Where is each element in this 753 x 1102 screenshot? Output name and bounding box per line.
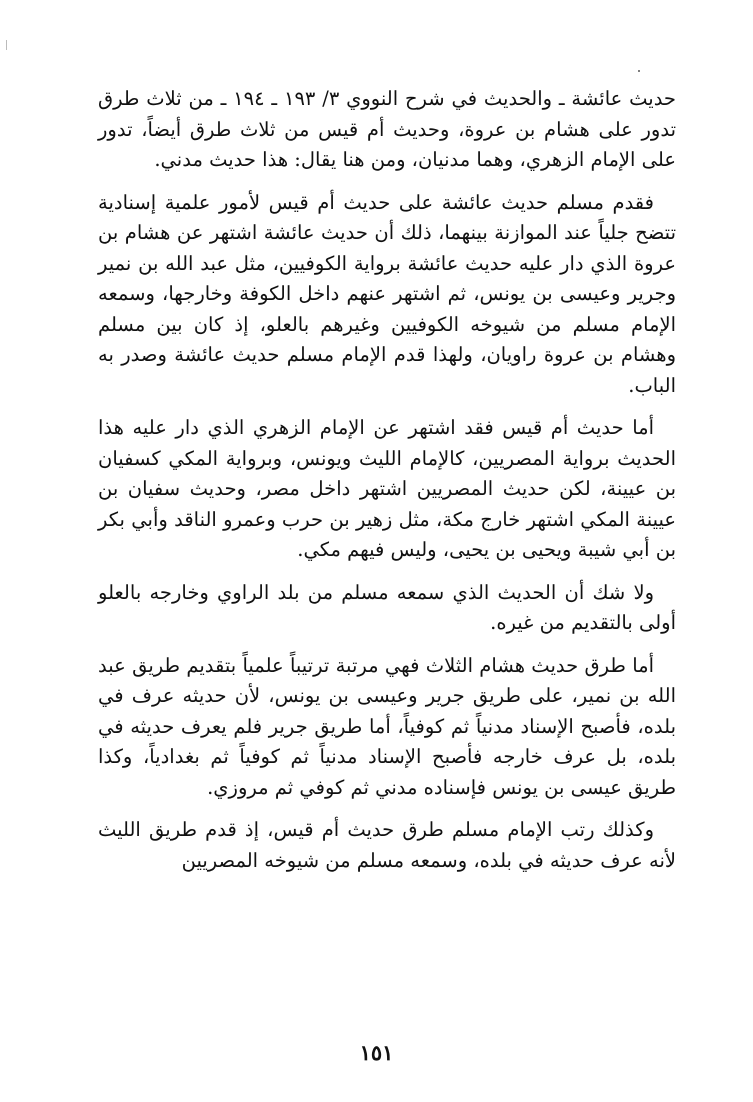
- paragraph-1: حديث عائشة ـ والحديث في شرح النووي ٣/ ١٩٣ ـ ١٩٤ ـ من ثلاث طرق تدور على هشام بن عروة، وحديث أم قيس من ثلاث طرق أيضاً، تدور على الإمام الزهري، وهما مدنيان، ومن هنا يقال: هذا حديث مدني.: [98, 87, 676, 171]
- paragraph-4: ولا شك أن الحديث الذي سمعه مسلم من بلد الراوي وخارجه بالعلو أولى بالتقديم من غيره.: [98, 580, 676, 634]
- margin-mark: [6, 40, 7, 50]
- page-number: ١٥١: [359, 1040, 394, 1065]
- paragraph-6: وكذلك رتب الإمام مسلم طرق حديث أم قيس، إذ قدم طريق الليث لأنه عرف حديثه في بلده، وسمعه مسلم من شيوخه المصريين: [98, 818, 676, 872]
- body-text: [98, 84, 676, 888]
- paragraph-2: فقدم مسلم حديث عائشة على حديث أم قيس لأمور علمية إسنادية تتضح جلياً عند الموازنة بينهما، ذلك أن حديث عائشة اشتهر عن هشام بن عروة الذي دار عليه حديث عائشة برواية الكوفيين، مثل عبد الله بن نمير وجرير وعيسى بن يونس، ثم اشتهر عنهم داخل الكوفة وخارجها، وسمعه الإمام مسلم من شيوخه الكوفيين وغيرهم بالعلو، إذ كان بين مسلم وهشام بن عروة راويان، ولهذا قدم الإمام مسلم حديث عائشة وصدر به الباب.: [98, 190, 676, 397]
- paragraph-3: أما حديث أم قيس فقد اشتهر عن الإمام الزهري الذي دار عليه هذا الحديث برواية المصريين، كالإمام الليث ويونس، وبرواية المكي كسفيان بن عيينة، لكن حديث المصريين اشتهر داخل مصر، وحديث سفيان بن عيينة المكي اشتهر خارج مكة، مثل زهير بن حرب وعمرو الناقد وأبي بكر بن أبي شيبة ويحيى بن يحيى، وليس فيهم مكي.: [98, 416, 676, 561]
- paragraph-5: أما طرق حديث هشام الثلاث فهي مرتبة ترتيباً علمياً بتقديم طريق عبد الله بن نمير، على طريق جرير وعيسى بن يونس، لأن حديثه عرف في بلده، فأصبح الإسناد مدنياً ثم كوفياً، أما طريق جرير فلم يعرف حديثه في بلده، بل عرف خارجه فأصبح الإسناد مدنياً ثم كوفياً ثم بغدادياً، وكذا طريق عيسى بن يونس فإسناده مدني ثم كوفي ثم مروزي.: [98, 653, 676, 799]
- corner-mark: [638, 70, 640, 72]
